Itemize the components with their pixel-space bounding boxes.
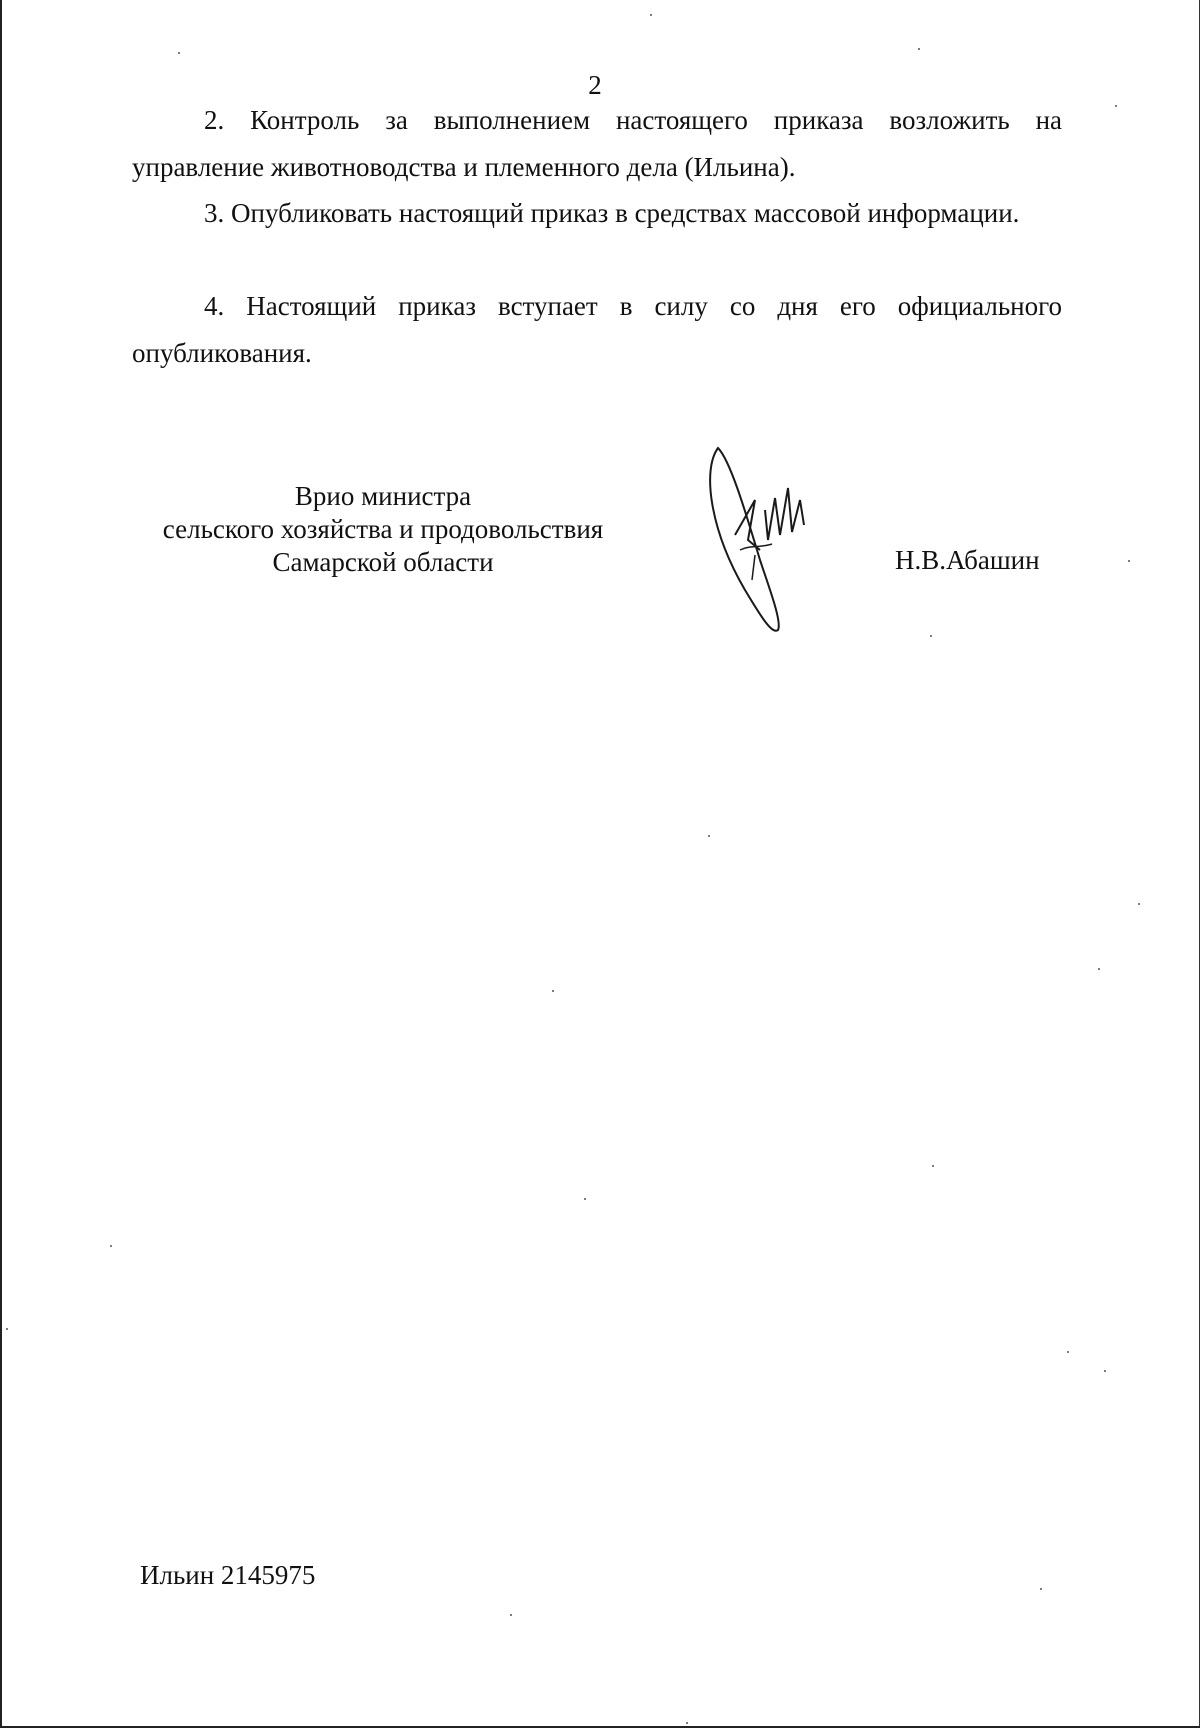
scan-speck — [1128, 560, 1130, 562]
paragraph-3: 3. Опубликовать настоящий приказ в средствах массовой информации. — [204, 198, 1020, 228]
scan-speck — [650, 14, 652, 16]
signatory-name: Н.В.Абашин — [895, 545, 1040, 575]
scan-speck — [932, 1165, 934, 1167]
scan-speck — [1115, 105, 1117, 107]
signatory-title — [138, 480, 628, 579]
scan-speck — [708, 835, 710, 837]
scan-speck — [930, 635, 932, 637]
page-number: 2 — [588, 70, 602, 100]
handwritten-signature — [700, 440, 840, 640]
scan-speck — [1098, 968, 1100, 970]
signatory-title-line-1: Врио министра — [294, 481, 472, 511]
scan-speck — [918, 48, 920, 50]
scan-speck — [686, 1722, 688, 1724]
scan-border-left — [0, 0, 2, 1728]
signatory-title-line-3: Самарской области — [272, 547, 494, 577]
scan-speck — [1067, 1351, 1069, 1353]
executor-note: Ильин 2145975 — [140, 1560, 316, 1590]
scan-speck — [178, 52, 180, 54]
scan-speck — [110, 1245, 112, 1247]
paragraph-2: 2. Контроль за выполнением настоящего приказа возложить на управление животноводства и племенного дела (Ильина). — [132, 105, 1062, 182]
scan-speck — [552, 990, 554, 992]
paragraph-4: 4. Настоящий приказ вступает в силу со дня его официального опубликования. — [132, 291, 1062, 368]
signatory-title-line-2: сельского хозяйства и продовольствия — [162, 514, 604, 544]
scan-speck — [510, 1614, 512, 1616]
scan-speck — [1104, 1370, 1106, 1372]
scan-speck — [1138, 903, 1140, 905]
scan-speck — [1040, 1588, 1042, 1590]
scan-speck — [584, 1198, 586, 1200]
scan-speck — [6, 1328, 8, 1330]
